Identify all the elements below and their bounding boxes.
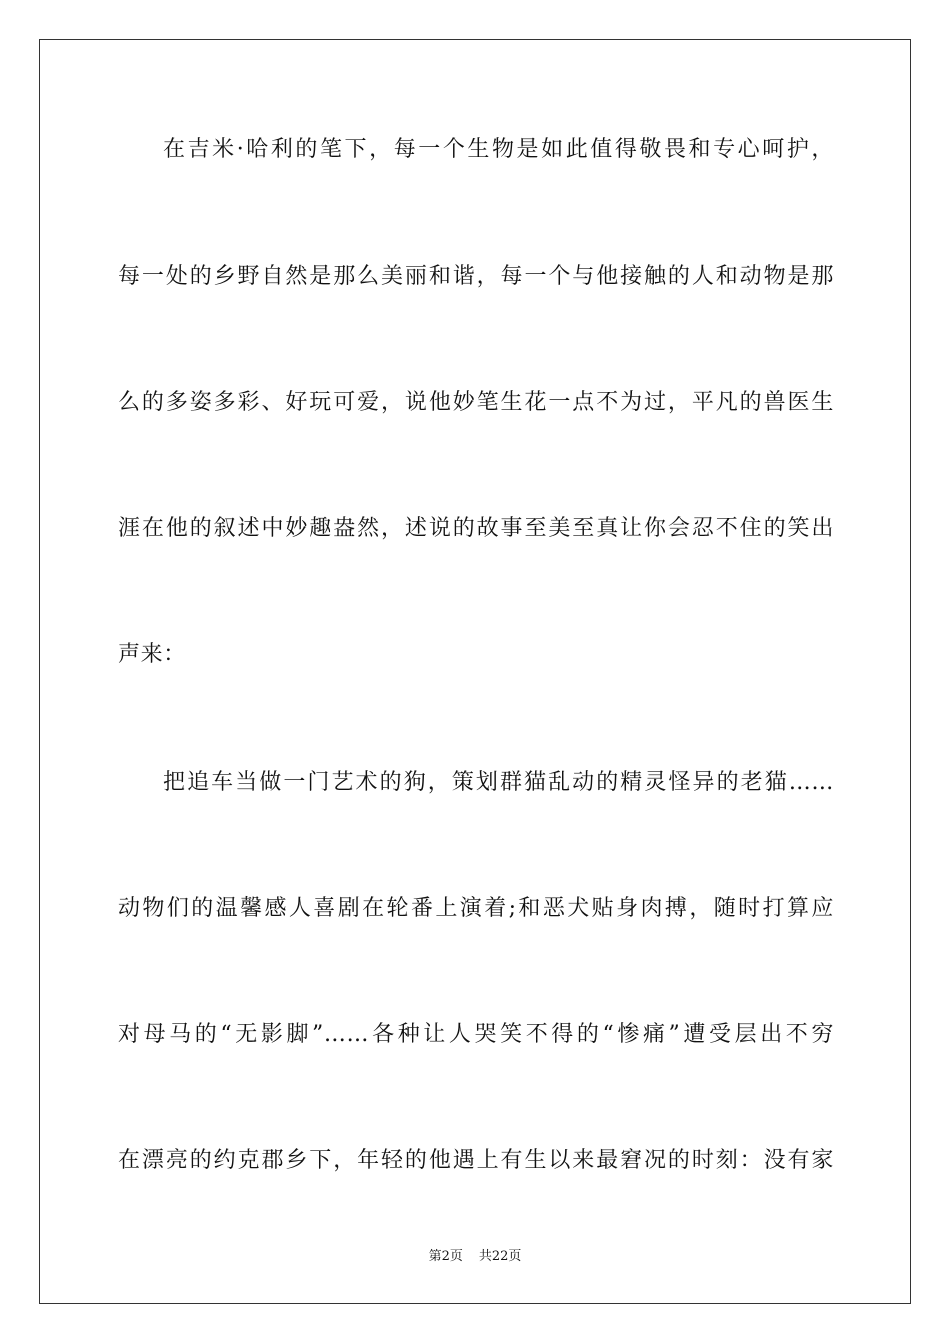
paragraph-2-line-4: 在漂亮的约克郡乡下，年轻的他遇上有生以来最窘况的时刻：没有家 xyxy=(118,1148,834,1173)
paragraph-2-line-3: 对母马的“无影脚”……各种让人哭笑不得的“惨痛”遭受层出不穷 xyxy=(118,1022,834,1047)
paragraph-1-line-2: 每一处的乡野自然是那么美丽和谐，每一个与他接触的人和动物是那 xyxy=(118,264,834,289)
paragraph-1-line-3: 么的多姿多彩、好玩可爱，说他妙笔生花一点不为过，平凡的兽医生 xyxy=(118,390,834,415)
page-number: 第2页 xyxy=(428,1249,463,1264)
page-frame xyxy=(39,39,911,1304)
paragraph-1-line-4: 涯在他的叙述中妙趣盎然，述说的故事至美至真让你会忍不住的笑出 xyxy=(118,516,834,541)
page-total: 共22页 xyxy=(478,1249,522,1264)
page-footer xyxy=(0,1248,950,1266)
paragraph-1-line-5: 声来： xyxy=(118,642,186,667)
paragraph-2-line-1: 把追车当做一门艺术的狗，策划群猫乱动的精灵怪异的老猫…… xyxy=(163,770,834,795)
paragraph-1-line-1: 在吉米·哈利的笔下，每一个生物是如此值得敬畏和专心呵护， xyxy=(163,137,834,162)
paragraph-2-line-2: 动物们的温馨感人喜剧在轮番上演着;和恶犬贴身肉搏，随时打算应 xyxy=(118,896,834,921)
